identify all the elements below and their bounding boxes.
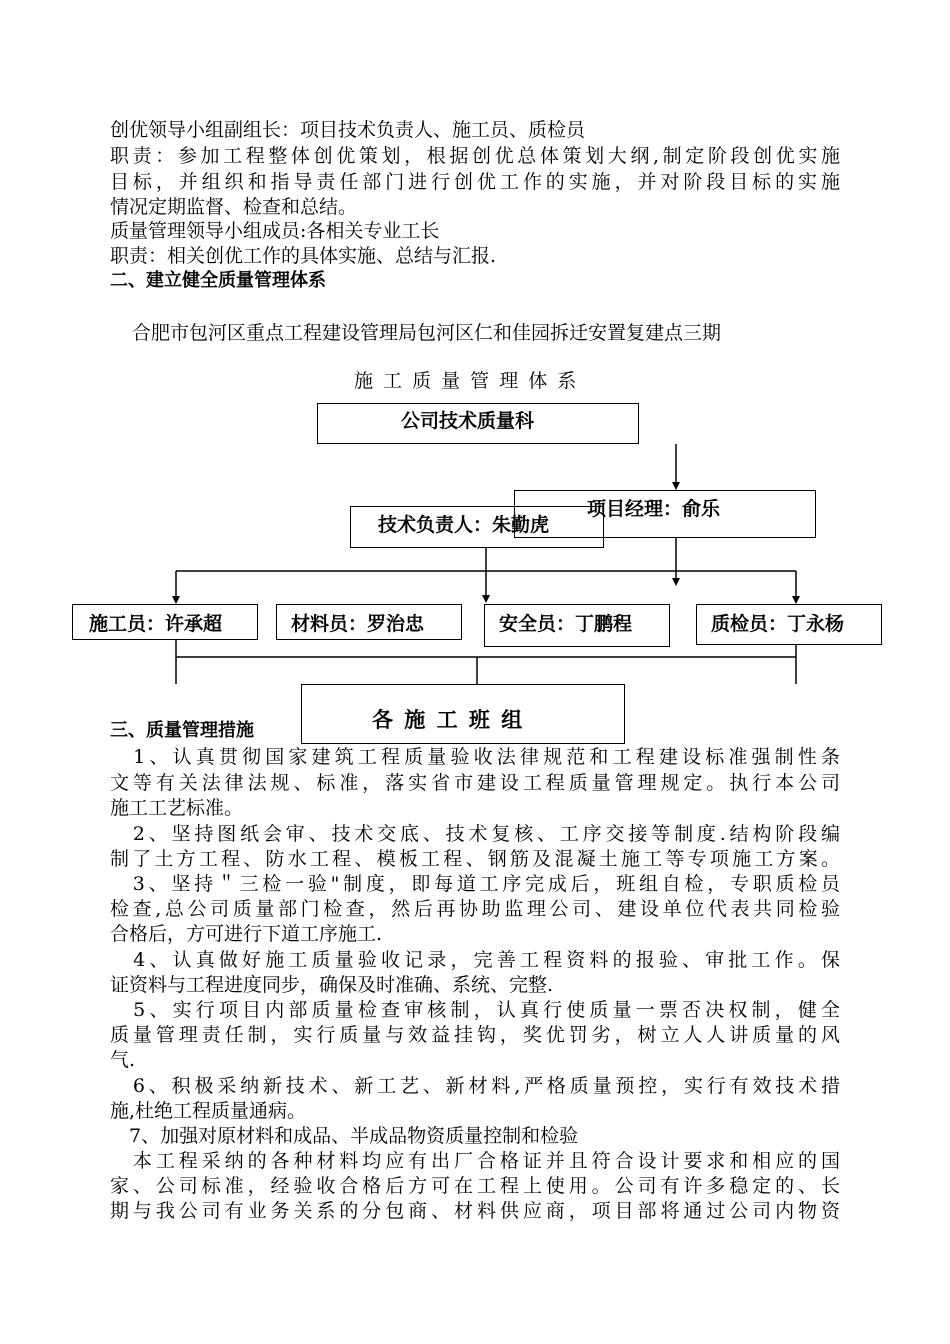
- box-label: 公司技术质量科: [401, 410, 535, 432]
- box-safety-officer: [484, 604, 670, 647]
- box-construction-teams: [301, 684, 625, 744]
- chart-title: 合肥市包河区重点工程建设管理局包河区仁和佳园拆迁安置复建点三期: [132, 322, 722, 344]
- box-label: 施工员：许承超: [89, 613, 223, 635]
- text-line: 创优领导小组副组长：项目技术负责人、施工员、质检员: [110, 119, 586, 141]
- chart-subtitle: 施 工 质 量 管 理 体 系: [354, 370, 579, 392]
- box-label: 材料员：罗治忠: [291, 613, 425, 635]
- text-line: 气.: [110, 1049, 136, 1071]
- box-label: 质检员：丁永杨: [711, 613, 845, 635]
- box-company-quality-dept: [317, 403, 639, 444]
- text-line: 期与我公司有业务关系的分包商、材料供应商，项目部将通过公司内物资: [110, 1200, 840, 1222]
- text-line: 合格后，方可进行下道工序施工.: [110, 923, 383, 945]
- text-line: 本工程采纳的各种材料均应有出厂合格证并且符合设计要求和相应的国: [110, 1150, 840, 1172]
- text-line: 4、认真做好施工质量验收记录，完善工程资料的报验、审批工作。保: [110, 949, 840, 971]
- box-technical-lead: [350, 506, 604, 548]
- section-heading: 二、建立健全质量管理体系: [110, 270, 326, 291]
- text-line: 检查,总公司质量部门检查，然后再协助监理公司、建设单位代表共同检验: [110, 898, 840, 920]
- text-line: 质量管理责任制，实行质量与效益挂钩，奖优罚劣，树立人人讲质量的风: [110, 1024, 840, 1046]
- text-line: 施工工艺标准。: [110, 797, 244, 819]
- text-line: 质量管理领导小组成员:各相关专业工长: [110, 220, 440, 242]
- box-label: 项目经理：俞乐: [587, 498, 721, 520]
- box-builder: [72, 604, 258, 640]
- box-material-officer: [276, 604, 462, 640]
- box-label: 安全员：丁鹏程: [499, 613, 633, 635]
- box-label: 各 施 工 班 组: [372, 708, 525, 732]
- text-line: 文等有关法律法规、标准，落实省市建设工程质量管理规定。执行本公司: [110, 772, 840, 794]
- text-line: 家、公司标准，经验收合格后方可在工程上使用。公司有许多稳定的、长: [110, 1175, 840, 1197]
- text-line: 5、实行项目内部质量检查审核制，认真行使质量一票否决权制，健全: [110, 999, 840, 1021]
- text-line: 3、坚持＂三检一验"制度，即每道工序完成后，班组自检，专职质检员: [110, 873, 840, 895]
- box-quality-inspector: [696, 604, 882, 645]
- text-line: 2、坚持图纸会审、技术交底、技术复核、工序交接等制度.结构阶段编: [110, 823, 840, 845]
- text-line: 制了土方工程、防水工程、模板工程、钢筋及混凝土施工等专项施工方案。: [110, 848, 840, 870]
- text-line: 7、加强对原材料和成品、半成品物资质量控制和检验: [110, 1125, 579, 1147]
- text-line: 1、认真贯彻国家建筑工程质量验收法律规范和工程建设标准强制性条: [110, 746, 840, 768]
- text-line: 证资料与工程进度同步，确保及时准确、系统、完整.: [110, 974, 554, 996]
- box-label: 技术负责人：朱勤虎: [378, 514, 550, 536]
- section-heading: 三、质量管理措施: [110, 720, 254, 741]
- text-line: 6、积极采纳新技术、新工艺、新材料,严格质量预控，实行有效技术措: [110, 1075, 840, 1097]
- text-line: 目标，并组织和指导责任部门进行创优工作的实施，并对阶段目标的实施: [110, 171, 840, 193]
- text-line: 职责：相关创优工作的具体实施、总结与汇报.: [110, 245, 497, 267]
- text-line: 施,杜绝工程质量通病。: [110, 1100, 307, 1122]
- text-line: 职责：参加工程整体创优策划，根据创优总体策划大纲,制定阶段创优实施: [110, 145, 840, 167]
- text-line: 情况定期监督、检查和总结。: [110, 196, 358, 218]
